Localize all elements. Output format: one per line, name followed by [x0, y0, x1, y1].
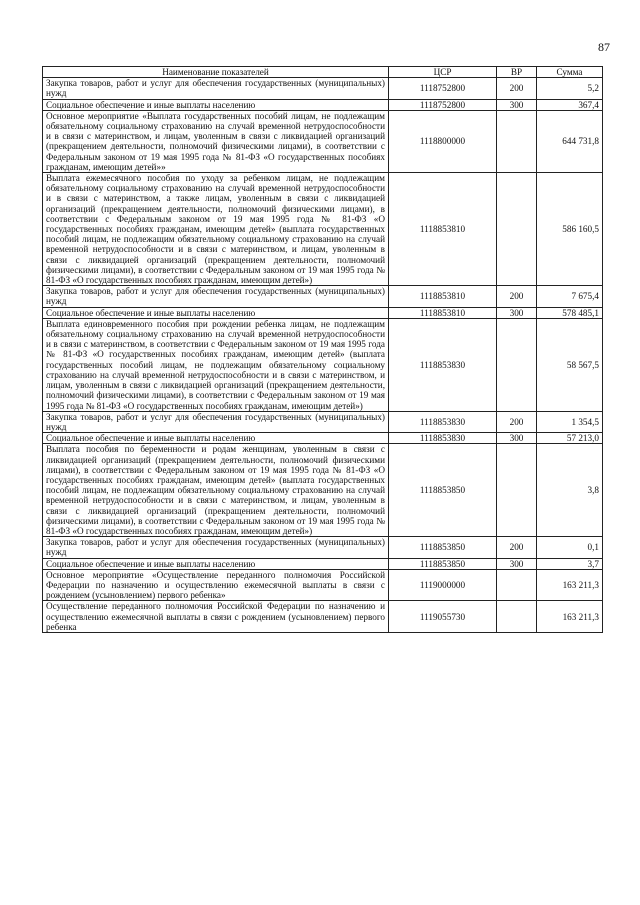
row-code: 1118853850 [389, 537, 497, 558]
column-header-code: ЦСР [389, 67, 497, 78]
row-vr: 300 [497, 307, 537, 318]
row-name: Закупка товаров, работ и услуг для обеспечения государственных (муниципальных) нужд [43, 78, 389, 99]
table-row [43, 411, 603, 432]
row-vr [497, 173, 537, 286]
row-name: Основное мероприятие «Выплата государственных пособий лицам, не подлежащим обязательному социальному страхованию на случай временной нетрудоспособности и в связи с материнством, и лицам, уволенным в связи с ликвидацией организаций (прекращением деятельности, полномочий физическими лицами), в соответствии с Федеральным законом от 19 мая 1995 года № 81-ФЗ «О государственных пособиях гражданам, имеющим детей»» [43, 110, 389, 172]
row-name: Социальное обеспечение и иные выплаты населению [43, 433, 389, 444]
row-code: 1118853830 [389, 318, 497, 411]
table-row [43, 99, 603, 110]
row-sum: 578 485,1 [537, 307, 603, 318]
row-sum: 163 211,3 [537, 569, 603, 601]
table-row [43, 307, 603, 318]
row-sum: 58 567,5 [537, 318, 603, 411]
row-sum: 644 731,8 [537, 110, 603, 172]
row-sum: 163 211,3 [537, 601, 603, 633]
table-row [43, 110, 603, 172]
row-sum: 0,1 [537, 537, 603, 558]
table-row [43, 569, 603, 601]
row-name: Осуществление переданного полномочия Российской Федерации по назначению и осуществлению ежемесячной выплаты в связи с рождением (усыновлением) первого ребенка [43, 601, 389, 633]
table-header-row [43, 67, 603, 78]
row-sum: 367,4 [537, 99, 603, 110]
row-code: 1118800000 [389, 110, 497, 172]
table-row [43, 433, 603, 444]
row-vr [497, 110, 537, 172]
row-sum: 3,7 [537, 558, 603, 569]
row-name: Выплата ежемесячного пособия по уходу за ребенком лицам, не подлежащим обязательному социальному страхованию на случай временной нетрудоспособности и в связи с материнством, а также лицам, уволенным в связи с ликвидацией организаций (прекращением деятельности, полномочий физическими лицами), в соответствии с Федеральным законом от 19 мая 1995 года № 81-ФЗ «О государственных пособиях гражданам, имеющим детей» (выплата государственных пособий лицам, не подлежащим обязательному социальному страхованию на случай временной нетрудоспособности и в связи с материнством, и лицам, уволенным в связи с ликвидацией организаций (прекращением деятельности, полномочий физическими лицами), в соответствии с Федеральным законом от 19 мая 1995 года № 81-ФЗ «О государственных пособиях гражданам, имеющим детей») [43, 173, 389, 286]
row-vr: 200 [497, 78, 537, 99]
row-vr [497, 601, 537, 633]
table-row [43, 558, 603, 569]
page-number: 87 [598, 40, 610, 54]
row-name: Закупка товаров, работ и услуг для обеспечения государственных (муниципальных) нужд [43, 286, 389, 307]
row-code: 1118853830 [389, 411, 497, 432]
row-vr: 300 [497, 558, 537, 569]
row-name: Выплата единовременного пособия при рождении ребенка лицам, не подлежащим обязательному социальному страхованию на случай временной нетрудоспособности и в связи с материнством, в соответствии с Федеральным законом от 19 мая 1995 года № 81-ФЗ «О государственных пособиях гражданам, имеющим детей» (выплата государственных пособий лицам, не подлежащим обязательному социальному страхованию на случай временной нетрудоспособности и в связи с материнством, и лицам, уволенным в связи с ликвидацией организаций (прекращением деятельности, полномочий физическими лицами), в соответствии с Федеральным законом от 19 мая 1995 года № 81-ФЗ «О государственных пособиях гражданам, имеющим детей») [43, 318, 389, 411]
budget-table [42, 66, 603, 633]
row-sum: 5,2 [537, 78, 603, 99]
row-code: 1118853810 [389, 307, 497, 318]
column-header-sum: Сумма [537, 67, 603, 78]
row-sum: 7 675,4 [537, 286, 603, 307]
row-code: 1119055730 [389, 601, 497, 633]
column-header-vr: ВР [497, 67, 537, 78]
row-sum: 3,8 [537, 444, 603, 537]
row-sum: 1 354,5 [537, 411, 603, 432]
row-vr [497, 318, 537, 411]
row-vr: 200 [497, 411, 537, 432]
column-header-name: Наименование показателей [43, 67, 389, 78]
row-sum: 57 213,0 [537, 433, 603, 444]
row-vr: 300 [497, 99, 537, 110]
row-code: 1118853810 [389, 286, 497, 307]
row-name: Выплата пособия по беременности и родам женщинам, уволенным в связи с ликвидацией организаций (прекращением деятельности, полномочий физическими лицами), в соответствии с Федеральным законом от 19 мая 1995 года № 81-ФЗ «О государственных пособиях гражданам, имеющим детей» (выплата государственных пособий лицам, не подлежащим обязательному социальному страхованию на случай временной нетрудоспособности и в связи с материнством, и лицам, уволенным в связи с ликвидацией организаций (прекращением деятельности, полномочий физическими лицами), в соответствии с Федеральным законом от 19 мая 1995 года № 81-ФЗ «О государственных пособиях гражданам, имеющим детей») [43, 444, 389, 537]
row-code: 1118752800 [389, 78, 497, 99]
table-row [43, 444, 603, 537]
row-code: 1119000000 [389, 569, 497, 601]
row-code: 1118853850 [389, 558, 497, 569]
row-vr [497, 444, 537, 537]
table-row [43, 78, 603, 99]
row-name: Закупка товаров, работ и услуг для обеспечения государственных (муниципальных) нужд [43, 411, 389, 432]
row-vr: 200 [497, 537, 537, 558]
row-sum: 586 160,5 [537, 173, 603, 286]
row-code: 1118853830 [389, 433, 497, 444]
row-name: Социальное обеспечение и иные выплаты населению [43, 558, 389, 569]
table-row [43, 537, 603, 558]
table-row [43, 286, 603, 307]
row-name: Социальное обеспечение и иные выплаты населению [43, 307, 389, 318]
row-name: Закупка товаров, работ и услуг для обеспечения государственных (муниципальных) нужд [43, 537, 389, 558]
row-vr: 200 [497, 286, 537, 307]
table-row [43, 173, 603, 286]
row-code: 1118752800 [389, 99, 497, 110]
row-name: Основное мероприятие «Осуществление переданного полномочия Российской Федерации по назначению и осуществлению ежемесячной выплаты в связи с рождением (усыновлением) первого ребенка» [43, 569, 389, 601]
row-code: 1118853810 [389, 173, 497, 286]
row-vr: 300 [497, 433, 537, 444]
table-row [43, 318, 603, 411]
row-vr [497, 569, 537, 601]
row-code: 1118853850 [389, 444, 497, 537]
table-row [43, 601, 603, 633]
row-name: Социальное обеспечение и иные выплаты населению [43, 99, 389, 110]
